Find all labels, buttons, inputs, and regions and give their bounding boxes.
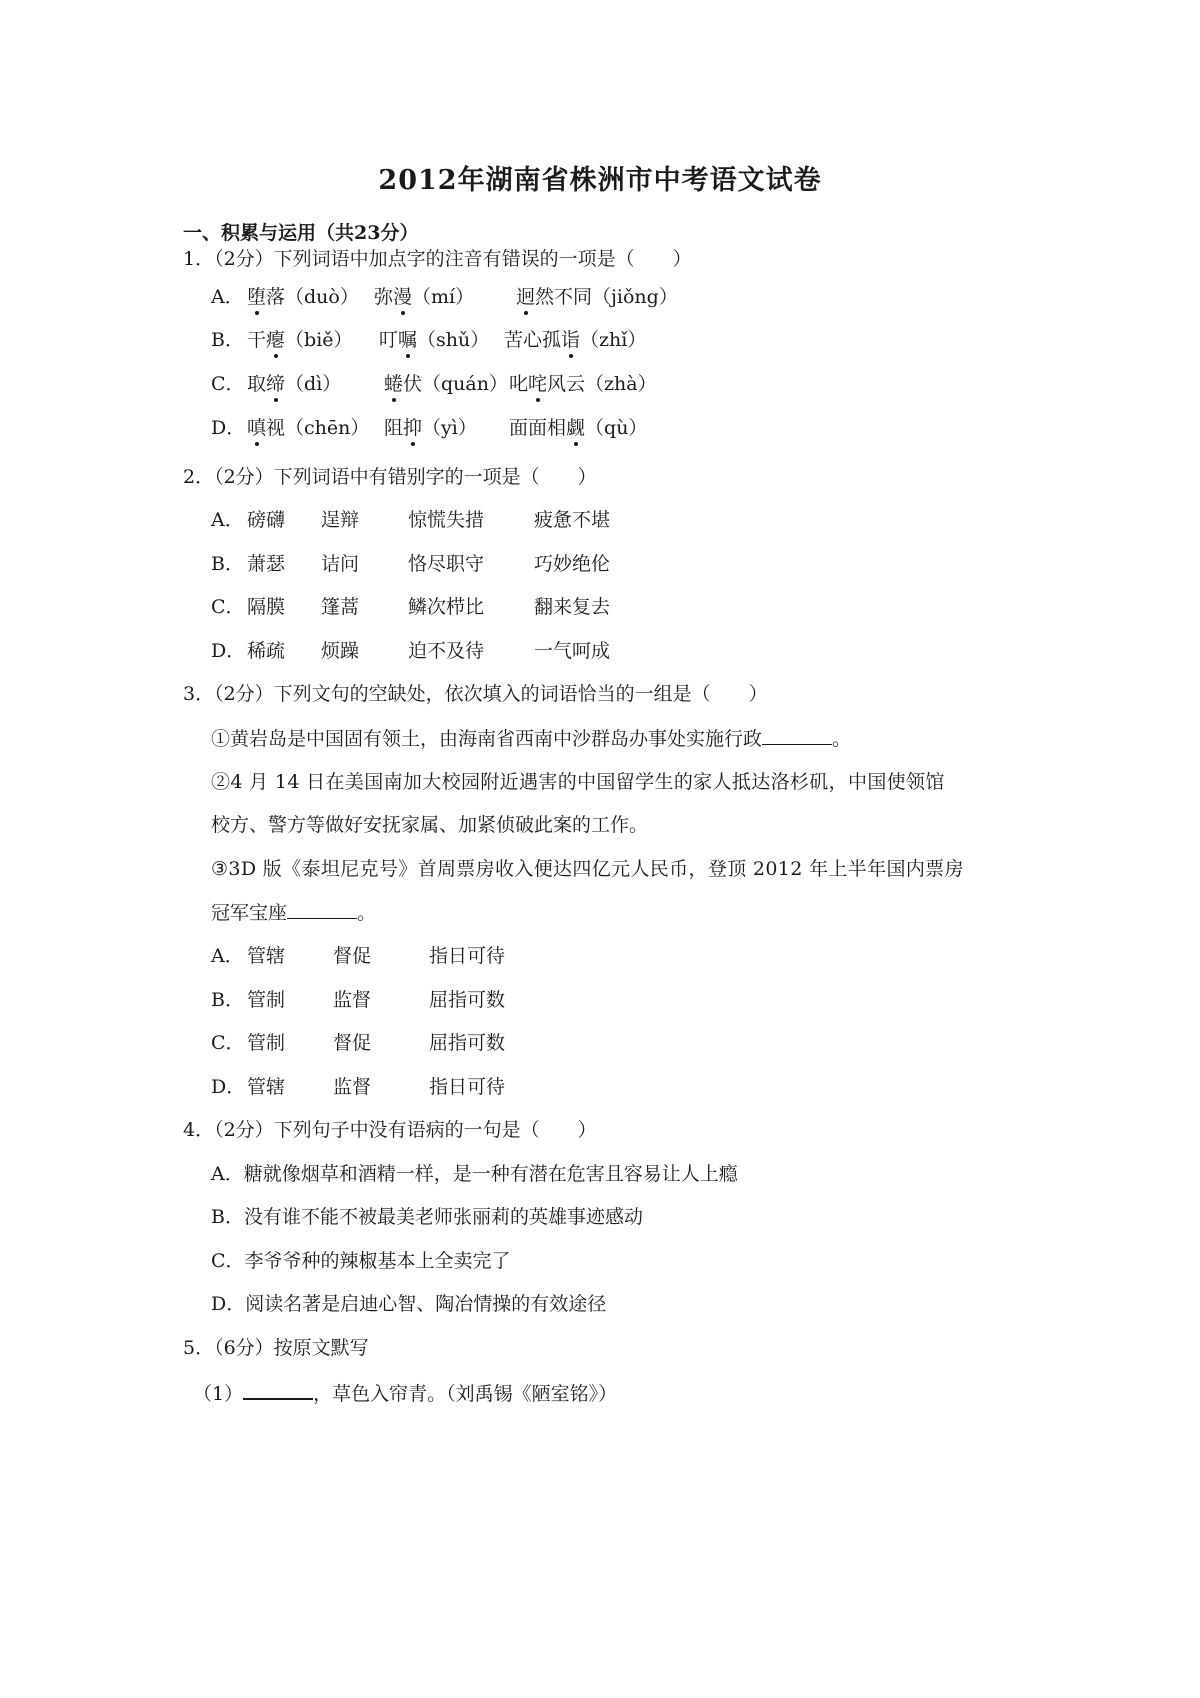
option-letter: D．	[211, 417, 246, 439]
option-word: 管制	[247, 989, 286, 1011]
dotted-char: 蜷	[384, 373, 404, 395]
option-word: 萧瑟	[247, 553, 286, 575]
option-word: 督促	[333, 945, 372, 967]
dotted-char: 迥	[516, 286, 536, 308]
dotted-char: 诣	[561, 329, 581, 351]
question-2-option-b	[211, 552, 911, 576]
option-word: 监督	[333, 1076, 372, 1098]
question-3-sentence-3-line-1: ③3D 版《泰坦尼克号》首周票房收入便达四亿元人民币，登顶 2012 年上半年国内票房	[211, 858, 964, 880]
option-letter: A．	[211, 1163, 244, 1185]
dotted-char: 抑	[403, 417, 423, 439]
option-word: 屈指可数	[429, 1032, 506, 1054]
option-word: 迫不及待	[408, 640, 485, 662]
item-text: ，草色入帘青。（刘禹锡《陋室铭》）	[313, 1383, 618, 1405]
option-text: 李爷爷种的辣椒基本上全卖完了	[244, 1250, 511, 1272]
question-4-stem: 4．（2分）下列句子中没有语病的一句是（ ）	[183, 1119, 597, 1141]
option-letter: B．	[211, 989, 244, 1011]
option-word: 指日可待	[429, 1076, 506, 1098]
option-word: 隔膜	[247, 596, 286, 618]
dotted-char: 咤	[528, 373, 548, 395]
option-word-1: 干瘪（biě）	[247, 329, 353, 351]
question-1-option-b	[211, 328, 971, 352]
option-word: 稀疏	[247, 640, 286, 662]
option-word: 管辖	[247, 1076, 286, 1098]
option-word: 恪尽职守	[408, 553, 485, 575]
option-word: 指日可待	[429, 945, 506, 967]
option-letter: A．	[211, 509, 244, 531]
option-text: 糖就像烟草和酒精一样，是一种有潜在危害且容易让人上瘾	[243, 1163, 738, 1185]
question-2-option-c	[211, 595, 911, 619]
question-4-option-a	[211, 1162, 738, 1186]
question-5-item-1	[193, 1380, 617, 1406]
question-5-stem: 5．（6分）按原文默写	[183, 1337, 369, 1359]
option-word: 翻来复去	[534, 596, 611, 618]
dotted-char: 觑	[566, 417, 586, 439]
question-2-option-d	[211, 639, 911, 663]
option-letter: B．	[211, 329, 244, 351]
option-word: 巧妙绝伦	[534, 553, 611, 575]
option-word: 督促	[333, 1032, 372, 1054]
item-number: （1）	[193, 1383, 244, 1405]
option-word-2: 阻抑（yì）	[384, 417, 477, 439]
option-letter: D．	[211, 1076, 246, 1098]
option-word-3: 苦心孤诣（zhǐ）	[504, 329, 647, 351]
answer-blank	[243, 1380, 313, 1400]
option-letter: C．	[211, 1032, 245, 1054]
dotted-char: 漫	[393, 286, 413, 308]
question-1-stem: 1．（2分）下列词语中加点字的注音有错误的一项是（ ）	[183, 248, 692, 270]
option-word-1: 取缔（dì）	[247, 373, 342, 395]
answer-blank	[287, 900, 357, 919]
option-word: 管辖	[247, 945, 286, 967]
option-word-1: 嗔视（chēn）	[247, 417, 370, 439]
question-1-option-a	[211, 285, 971, 309]
option-word: 篷蒿	[321, 596, 360, 618]
option-word-3: 迥然不同（jiǒng）	[516, 286, 678, 308]
option-word: 鳞次栉比	[408, 596, 485, 618]
question-3-option-b	[211, 988, 811, 1012]
question-3-option-c	[211, 1031, 811, 1055]
option-word-2: 弥漫（mí）	[374, 286, 475, 308]
dotted-char: 瘪	[266, 329, 286, 351]
question-1-option-c	[211, 372, 971, 396]
option-letter: A．	[211, 286, 244, 308]
option-word: 惊慌失措	[408, 509, 485, 531]
question-2-option-a	[211, 508, 911, 532]
question-3-sentence-1: ①黄岩岛是中国固有领土，由海南省西南中沙群岛办事处实施行政 。	[211, 728, 852, 750]
option-letter: D．	[211, 1293, 246, 1315]
question-4-option-d	[211, 1292, 606, 1316]
page-title: 2012年湖南省株洲市中考语文试卷	[378, 165, 822, 196]
option-word: 疲惫不堪	[534, 509, 611, 531]
option-letter: B．	[211, 553, 244, 575]
option-text: 没有谁不能不被最美老师张丽莉的英雄事迹感动	[243, 1206, 643, 1228]
option-letter: B．	[211, 1206, 244, 1228]
question-3-sentence-3-line-2: 冠军宝座 。	[211, 902, 377, 924]
option-text: 阅读名著是启迪心智、陶冶情操的有效途径	[245, 1293, 607, 1315]
dotted-char: 堕	[247, 286, 267, 308]
option-word-2: 叮嘱（shǔ）	[379, 329, 490, 351]
question-3-sentence-2-line-1: ②4 月 14 日在美国南加大校园附近遇害的中国留学生的家人抵达洛杉矶，中国使领馆	[211, 771, 945, 793]
question-3-option-a	[211, 944, 811, 968]
question-4-option-b	[211, 1205, 643, 1229]
question-3-option-d	[211, 1075, 811, 1099]
option-letter: C．	[211, 373, 245, 395]
question-3-stem: 3．（2分）下列文句的空缺处，依次填入的词语恰当的一组是（ ）	[183, 683, 768, 705]
answer-blank	[762, 726, 832, 745]
option-word-3: 叱咤风云（zhà）	[509, 373, 657, 395]
option-letter: A．	[211, 945, 244, 967]
question-4-option-c	[211, 1249, 511, 1273]
option-word: 一气呵成	[534, 640, 611, 662]
dotted-char: 嘱	[398, 329, 418, 351]
option-word: 监督	[333, 989, 372, 1011]
option-word-2: 蜷伏（quán）	[384, 373, 508, 395]
dotted-char: 嗔	[247, 417, 267, 439]
option-letter: C．	[211, 1250, 245, 1272]
option-letter: C．	[211, 596, 245, 618]
dotted-char: 缔	[266, 373, 286, 395]
section-heading: 一、积累与运用（共23分）	[183, 222, 419, 244]
question-2-stem: 2．（2分）下列词语中有错别字的一项是（ ）	[183, 466, 597, 488]
option-word: 逞辩	[321, 509, 360, 531]
option-word: 烦躁	[321, 640, 360, 662]
question-1-option-d	[211, 416, 971, 440]
question-3-sentence-2-line-2: 校方、警方等做好安抚家属、加紧侦破此案的工作。	[211, 814, 649, 836]
option-word-3: 面面相觑（qù）	[509, 417, 648, 439]
option-letter: D．	[211, 640, 246, 662]
option-word: 屈指可数	[429, 989, 506, 1011]
option-word: 诘问	[321, 553, 360, 575]
option-word: 磅礴	[247, 509, 286, 531]
option-word: 管制	[247, 1032, 286, 1054]
option-word-1: 堕落（duò）	[247, 286, 359, 308]
